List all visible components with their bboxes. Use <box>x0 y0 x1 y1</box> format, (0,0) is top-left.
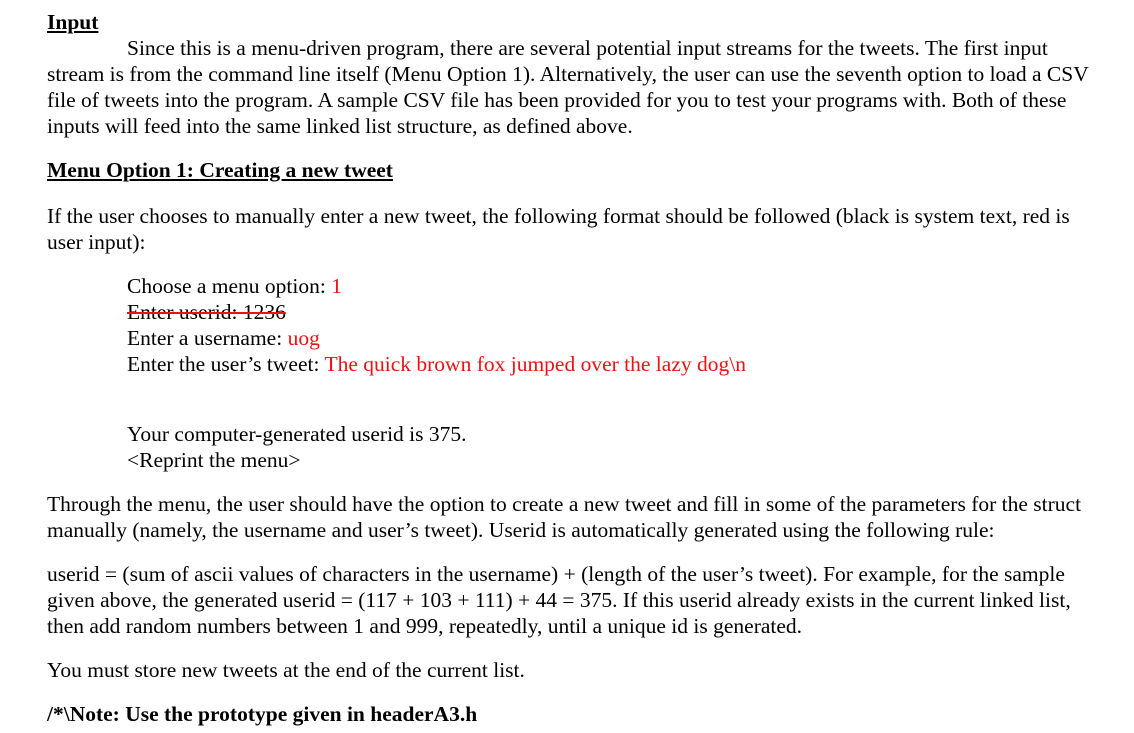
reprint-menu-line: <Reprint the menu> <box>127 448 301 472</box>
input-menu: 1 <box>331 274 342 298</box>
prompt-username: Enter a username: <box>127 326 288 350</box>
generated-userid-line: Your computer-generated userid is 375. <box>127 422 467 446</box>
menu-option-label: Menu Option 1: <box>47 158 194 182</box>
format-intro: If the user chooses to manually enter a new tweet, the following format should be followed (black is system text, red is user input): <box>47 204 1070 254</box>
example-line-menu <box>127 273 1107 299</box>
menu-option-title: Creating a new tweet <box>199 158 393 182</box>
prototype-note: /*\Note: Use the prototype given in headerA3.h <box>47 702 478 726</box>
input-username: uog <box>287 326 320 350</box>
prompt-tweet: Enter the user’s tweet: <box>127 352 325 376</box>
document-page <box>47 9 1107 727</box>
store-note: You must store new tweets at the end of the current list. <box>47 658 525 682</box>
example-line-username <box>127 325 1107 351</box>
prompt-menu: Choose a menu option: <box>127 274 332 298</box>
input-tweet: The quick brown fox jumped over the lazy dog\n <box>324 352 746 376</box>
input-paragraph: Since this is a menu-driven program, there are several potential input streams for the tweets. The first input stream is from the command line itself (Menu Option 1). Alternatively, the user can use the seventh option to load a CSV file of tweets into the program. A sample CSV file has been provided for you to test your programs with. Both of these inputs will feed into the same linked list structure, as defined above. <box>47 36 1089 138</box>
userid-rule-paragraph: userid = (sum of ascii values of characters in the username) + (length of the user’s tweet). For example, for the sample given above, the generated userid = (117 + 103 + 111) + 44 = 375. If this userid already exists in the current linked list, then add random numbers between 1 and 999, repeatedly, until a unique id is generated. <box>47 562 1071 638</box>
example-line-struck <box>127 299 1107 325</box>
input-heading: Input <box>47 10 99 34</box>
example-session <box>127 273 1107 473</box>
menu-option-heading <box>47 157 1107 183</box>
through-menu-paragraph: Through the menu, the user should have the option to create a new tweet and fill in some of the parameters for the struct manually (namely, the username and user’s tweet). Userid is automatically generated using the following rule: <box>47 492 1082 542</box>
struck-userid-line: Enter userid: 1236 <box>127 300 286 324</box>
example-line-tweet <box>127 351 1107 377</box>
